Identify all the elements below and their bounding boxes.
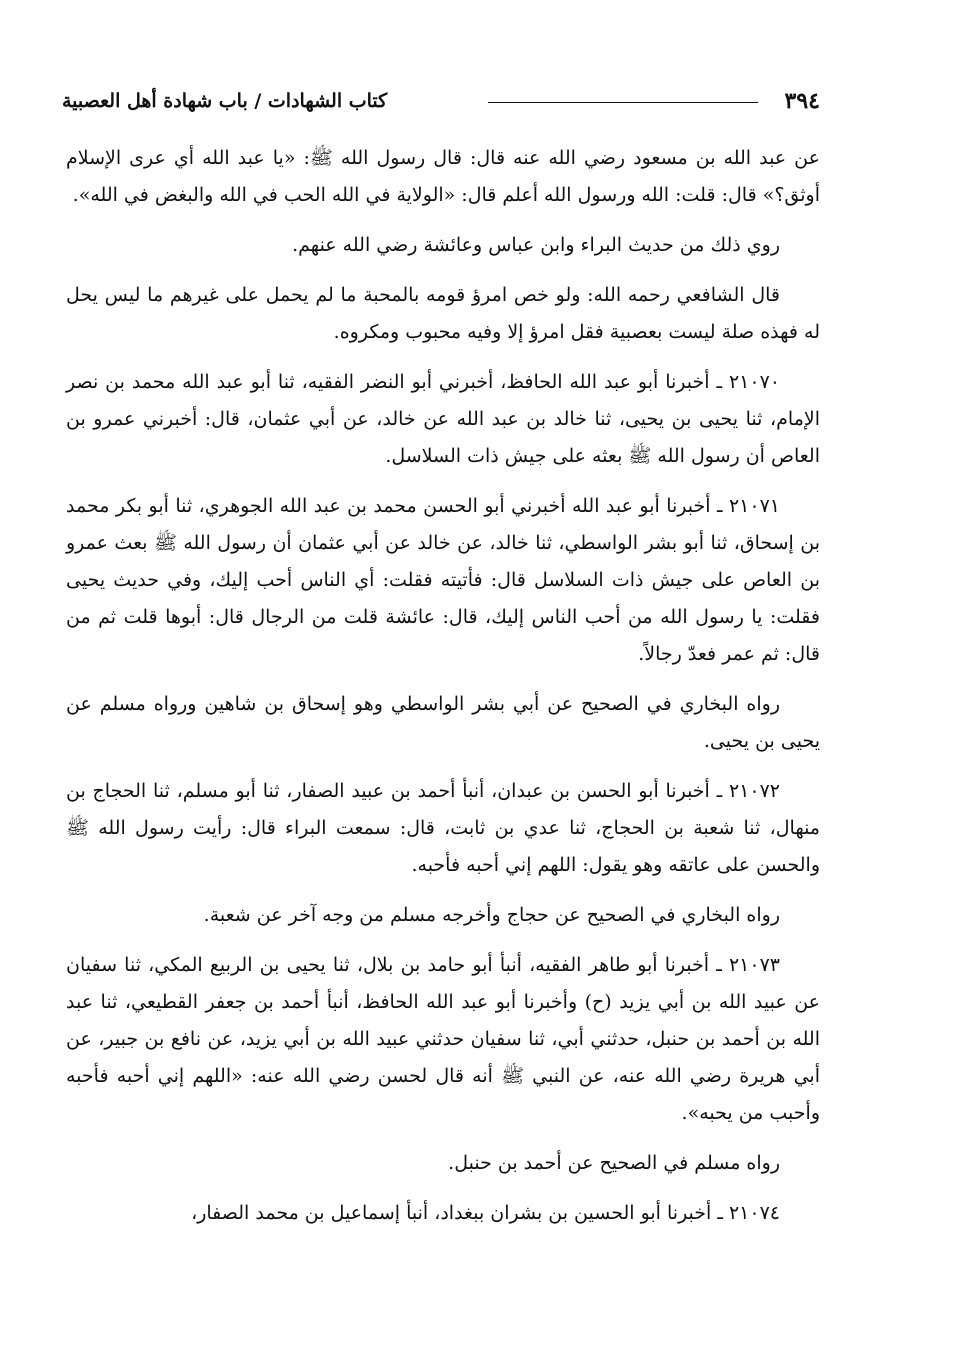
hadith-paragraph: ٢١٠٧٣ ـ أخبرنا أبو طاهر الفقيه، أنبأ أبو حامد بن بلال، ثنا يحيى بن الربيع المكي، ثنا سفيان عن عبيد الله بن أبي يزيد (ح) وأخبرنا أبو عبد الله الحافظ، أنبأ أحمد بن جعفر القطيعي، ثنا عبد الله بن أحمد بن حنبل، حدثني أبي، ثنا سفيان حدثني عبيد الله بن أبي يزيد، عن نافع بن جبير، عن أبي هريرة رضي الله عنه، عن النبي ﷺ أنه قال لحسن رضي الله عنه: «اللهم إني أحبه فأحبه وأحبب من يحبه». [66,954,820,1124]
running-title: كتاب الشهادات / باب شهادة أهل العصبية [62,90,388,112]
paragraph: عن عبد الله بن مسعود رضي الله عنه قال: قال رسول الله ﷺ: «يا عبد الله أي عرى الإسلام أوثق؟» قال: قلت: الله ورسول الله أعلم قال: «الولاية في الله الحب في الله والبغض في الله». [66,147,820,206]
hadith-paragraph: ٢١٠٧١ ـ أخبرنا أبو عبد الله أخبرني أبو الحسن محمد بن عبد الله الجوهري، ثنا أبو بكر محمد بن إسحاق، ثنا أبو بشر الواسطي، ثنا خالد، عن خالد عن أبي عثمان أن رسول الله ﷺ بعث عمرو بن العاص على جيش ذات السلاسل قال: فأتيته فقلت: أي الناس أحب إليك، وفي حديث يحيى فقلت: يا رسول الله من أحب الناس إليك، قال: عائشة قلت من الرجال قال: أبوها قلت ثم من قال: ثم عمر فعدّ رجالاً. [66,495,820,665]
page-number: ٣٩٤ [784,88,820,114]
paragraph: قال الشافعي رحمه الله: ولو خص امرؤ قومه بالمحبة ما لم يحمل على غيرهم ما ليس يحل له فهذه صلة ليست بعصبية فقل امرؤ إلا وفيه محبوب ومكروه. [66,284,820,343]
hadith-paragraph: ٢١٠٧٢ ـ أخبرنا أبو الحسن بن عبدان، أنبأ أحمد بن عبيد الصفار، ثنا أبو مسلم، ثنا الحجاج بن منهال، ثنا شعبة بن الحجاج، ثنا عدي بن ثابت، قال: سمعت البراء قال: رأيت رسول الله ﷺ والحسن على عاتقه وهو يقول: اللهم إني أحبه فأحبه. [66,780,820,876]
hadith-paragraph: ٢١٠٧٠ ـ أخبرنا أبو عبد الله الحافظ، أخبرني أبو النضر الفقيه، ثنا أبو عبد الله محمد بن نصر الإمام، ثنا يحيى بن يحيى، ثنا خالد بن عبد الله عن خالد، عن أبي عثمان، قال: أخبرني عمرو بن العاص أن رسول الله ﷺ بعثه على جيش ذات السلاسل. [66,371,820,467]
paragraph: روي ذلك من حديث البراء وابن عباس وعائشة رضي الله عنهم. [292,234,780,256]
paragraph: رواه مسلم في الصحيح عن أحمد بن حنبل. [448,1152,780,1174]
paragraph: رواه البخاري في الصحيح عن أبي بشر الواسطي وهو إسحاق بن شاهين ورواه مسلم عن يحيى بن يحيى. [66,693,820,752]
hadith-paragraph: ٢١٠٧٤ ـ أخبرنا أبو الحسين بن بشران ببغداد، أنبأ إسماعيل بن محمد الصفار، [191,1202,780,1224]
paragraph: رواه البخاري في الصحيح عن حجاج وأخرجه مسلم من وجه آخر عن شعبة. [203,904,780,926]
page-header [62,86,820,120]
header-rule [488,102,758,103]
page-body [66,140,820,1232]
